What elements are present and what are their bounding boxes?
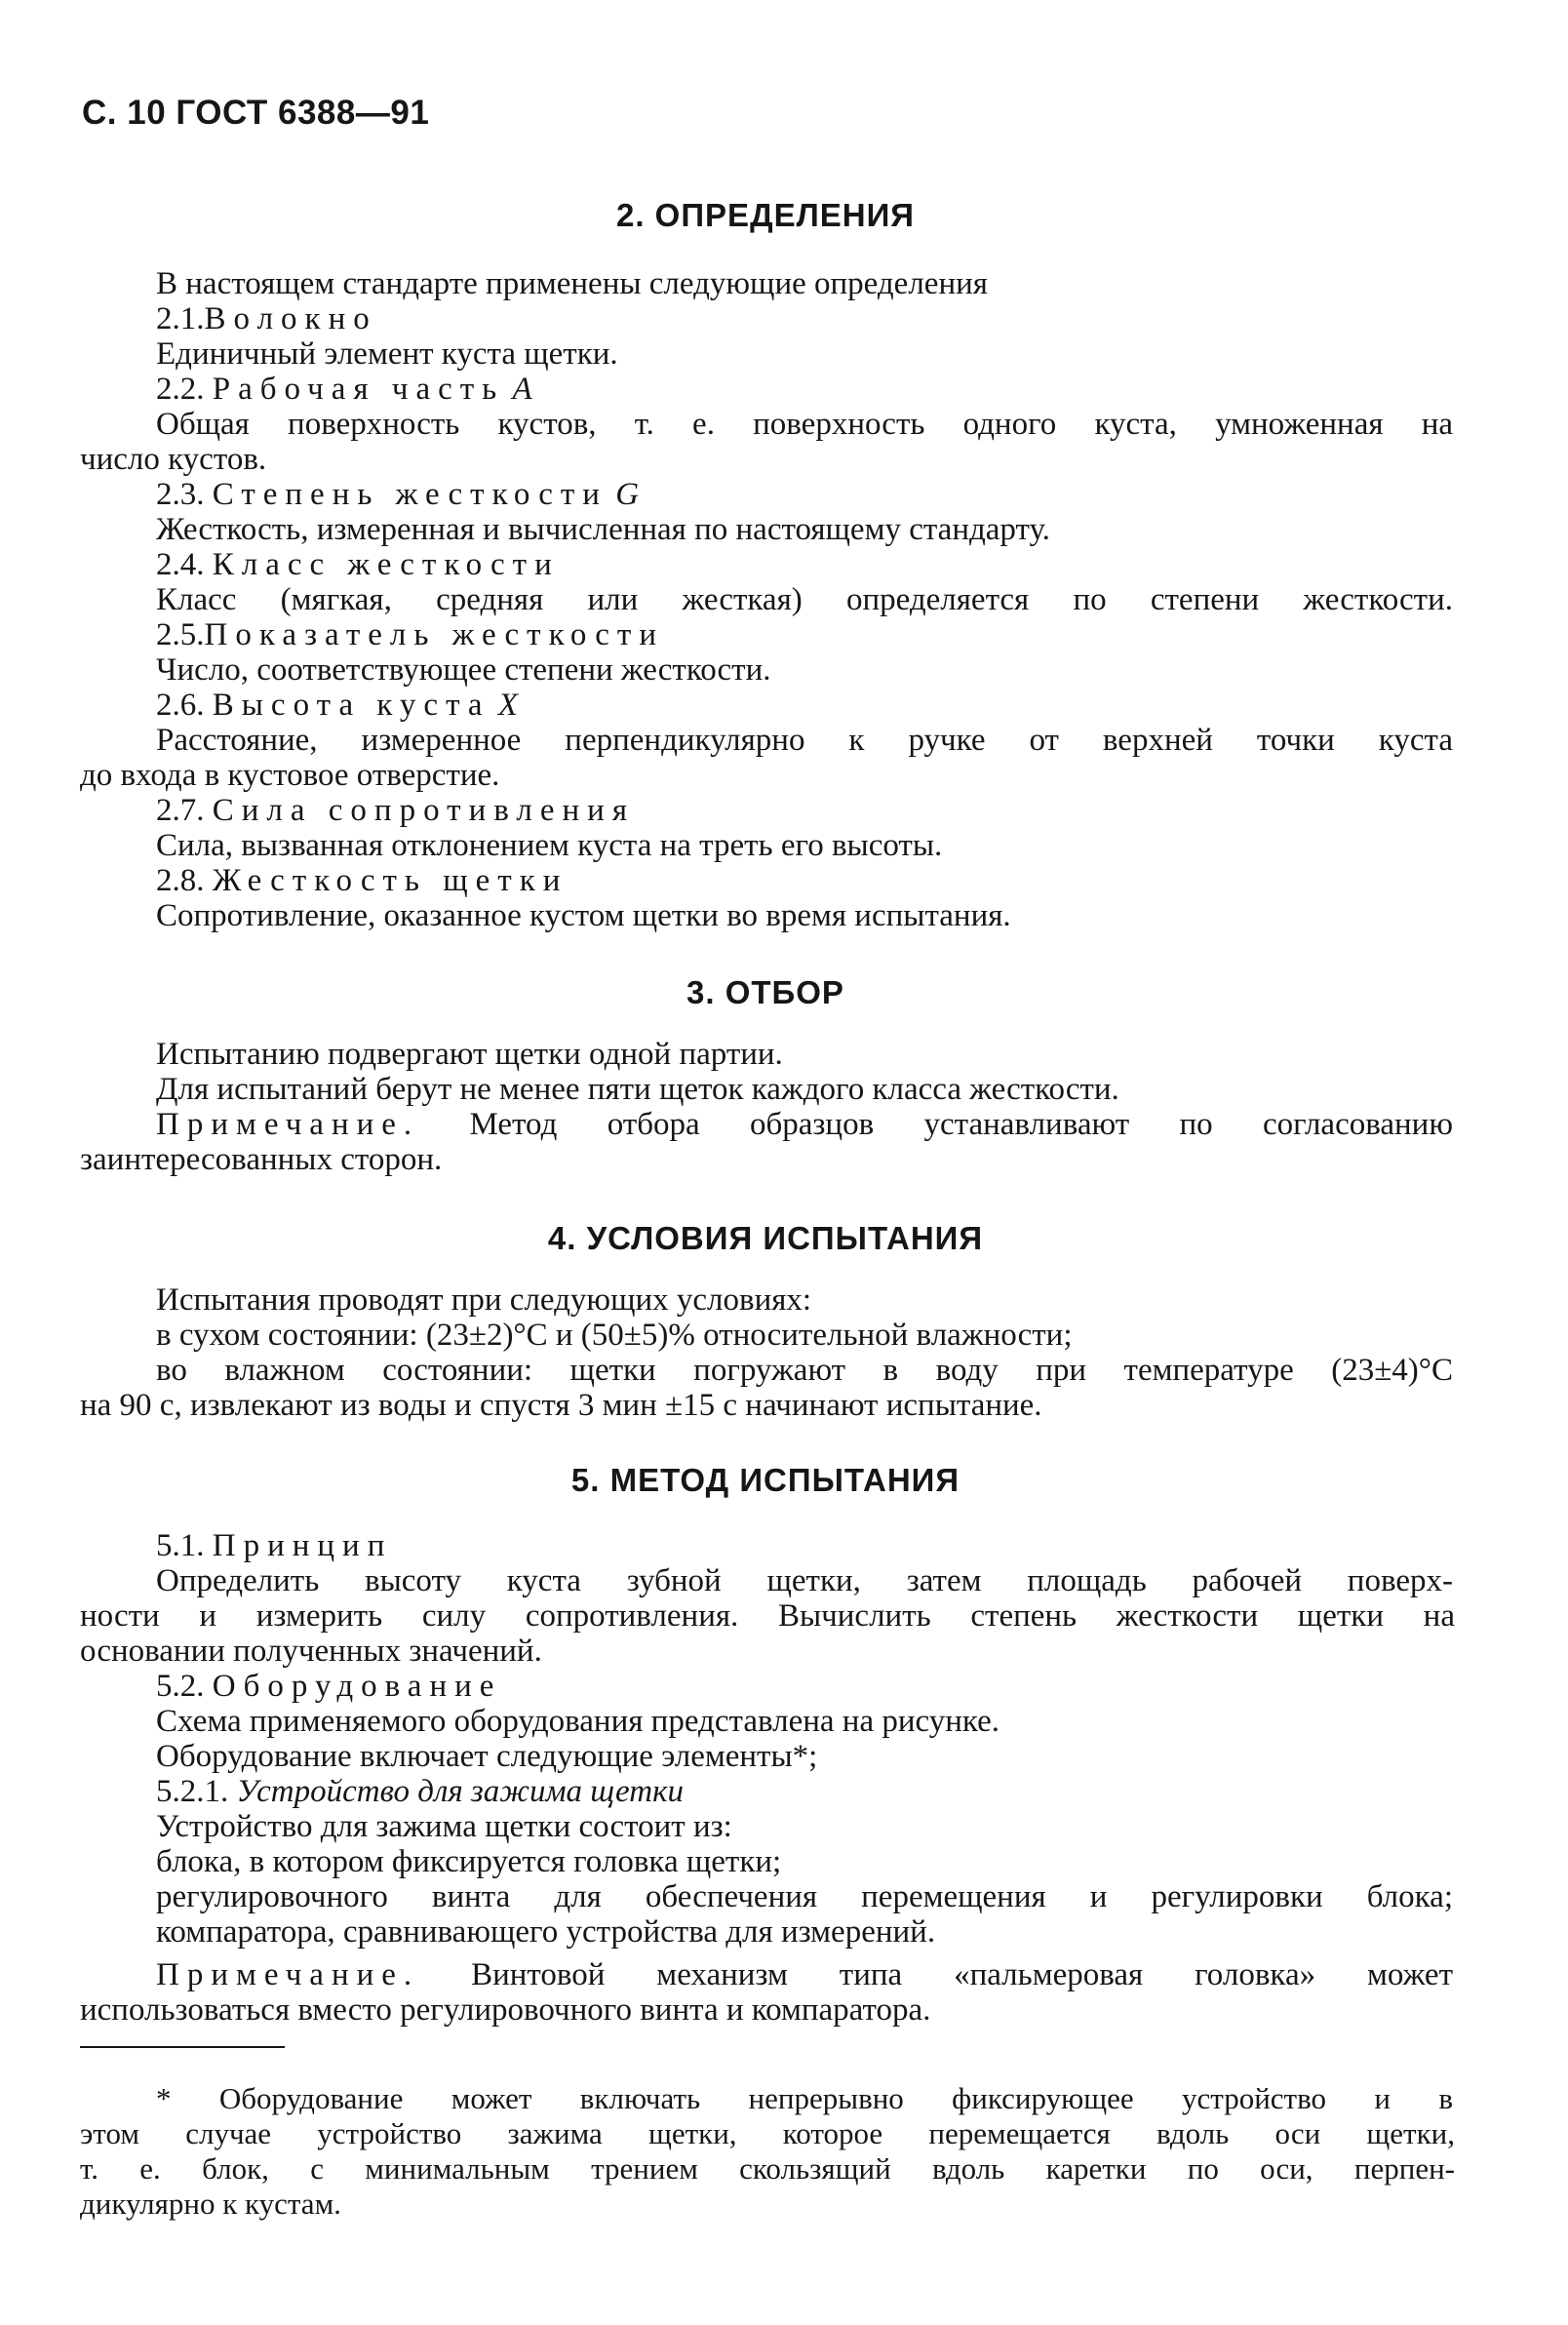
section-5-note: Примечание. Винтовой механизм типа «пальмеровая головка» может — [156, 1957, 1453, 1992]
def-2-8-text: Сопротивление, оказанное кустом щетки во время испытания. — [156, 898, 1011, 933]
section-2-title: 2. ОПРЕДЕЛЕНИЯ — [615, 197, 916, 233]
subsection-5-2-1-heading: 5.2.1. Устройство для зажима щетки — [156, 1774, 685, 1809]
def-2-7-text: Сила, вызванная отклонением куста на треть его высоты. — [156, 828, 943, 863]
section-4-line-2: в сухом состоянии: (23±2)°С и (50±5)% относительной влажности; — [156, 1318, 1073, 1353]
section-5-title: 5. МЕТОД ИСПЫТАНИЯ — [570, 1462, 960, 1498]
def-2-6-text: Расстояние, измеренное перпендикулярно к ручке от верхней точки куста — [156, 723, 1453, 758]
page-header: С. 10 ГОСТ 6388—91 — [82, 94, 430, 132]
footnote-line-3: т. е. блок, с минимальным трением скользящий вдоль каретки по оси, перпен- — [80, 2151, 1455, 2186]
footnote-line-1: * Оборудование может включать непрерывно фиксирующее устройство и в — [156, 2081, 1453, 2115]
footnote-rule — [80, 2046, 285, 2048]
def-2-1-heading: 2.1.Волокно — [156, 301, 377, 336]
def-2-6-text-cont: до входа в кустовое отверстие. — [80, 758, 500, 793]
def-2-4-text: Класс (мягкая, средняя или жесткая) определяется по степени жесткости. — [156, 582, 1453, 617]
section-3-line-2: Для испытаний берут не менее пяти щеток каждого класса жесткости. — [156, 1072, 1119, 1107]
subsection-5-2-1-line-2: блока, в котором фиксируется головка щетки; — [156, 1844, 782, 1879]
subsection-5-2-line-2: Оборудование включает следующие элементы*; — [156, 1739, 818, 1774]
def-2-3-heading: 2.3. Степень жесткости G — [156, 477, 640, 512]
def-2-5-heading: 2.5.Показатель жесткости — [156, 617, 664, 652]
section-3-note: Примечание. Метод отбора образцов устанавливают по согласованию — [156, 1107, 1453, 1142]
subsection-5-2-1-line-4: компаратора, сравнивающего устройства для измерений. — [156, 1914, 936, 1950]
subsection-5-1-line-1: Определить высоту куста зубной щетки, затем площадь рабочей поверх- — [156, 1563, 1453, 1598]
section-4-line-4: на 90 с, извлекают из воды и спустя 3 мин ±15 с начинают испытание. — [80, 1388, 1042, 1423]
footnote-line-4: дикулярно к кустам. — [80, 2187, 341, 2221]
section-4-line-3: во влажном состоянии: щетки погружают в воду при температуре (23±4)°С — [156, 1353, 1453, 1388]
section-3-note-cont: заинтересованных сторон. — [80, 1142, 443, 1177]
def-2-2-text-cont: число кустов. — [80, 442, 267, 477]
def-2-1-text: Единичный элемент куста щетки. — [156, 336, 618, 372]
def-2-3-text: Жесткость, измеренная и вычисленная по настоящему стандарту. — [156, 512, 1050, 547]
subsection-5-2-1-line-1: Устройство для зажима щетки состоит из: — [156, 1809, 732, 1844]
section-4-line-1: Испытания проводят при следующих условиях: — [156, 1282, 812, 1318]
def-2-8-heading: 2.8. Жесткость щетки — [156, 863, 568, 898]
subsection-5-1-heading: 5.1. Принцип — [156, 1528, 393, 1563]
section-2-intro: В настоящем стандарте применены следующие определения — [156, 266, 988, 301]
subsection-5-1-line-2: ности и измерить силу сопротивления. Вычислить степень жесткости щетки на — [80, 1598, 1455, 1634]
section-4-title: 4. УСЛОВИЯ ИСПЫТАНИЯ — [547, 1220, 984, 1256]
section-3-line-1: Испытанию подвергают щетки одной партии. — [156, 1037, 783, 1072]
def-2-2-heading: 2.2. Рабочая часть A — [156, 372, 532, 407]
def-2-7-heading: 2.7. Сила сопротивления — [156, 793, 635, 828]
subsection-5-1-line-3: основании полученных значений. — [80, 1634, 542, 1669]
def-2-5-text: Число, соответствующее степени жесткости. — [156, 652, 771, 688]
subsection-5-2-heading: 5.2. Оборудование — [156, 1669, 502, 1704]
subsection-5-2-line-1: Схема применяемого оборудования представлена на рисунке. — [156, 1704, 1000, 1739]
def-2-2-text: Общая поверхность кустов, т. е. поверхность одного куста, умноженная на — [156, 407, 1453, 442]
def-2-6-heading: 2.6. Высота куста X — [156, 688, 518, 723]
section-5-note-cont: использоваться вместо регулировочного винта и компаратора. — [80, 1992, 931, 2028]
subsection-5-2-1-line-3: регулировочного винта для обеспечения перемещения и регулировки блока; — [156, 1879, 1453, 1914]
def-2-4-heading: 2.4. Класс жесткости — [156, 547, 560, 582]
footnote-line-2: этом случае устройство зажима щетки, которое перемещается вдоль оси щетки, — [80, 2116, 1455, 2150]
section-3-title: 3. ОТБОР — [686, 974, 844, 1010]
